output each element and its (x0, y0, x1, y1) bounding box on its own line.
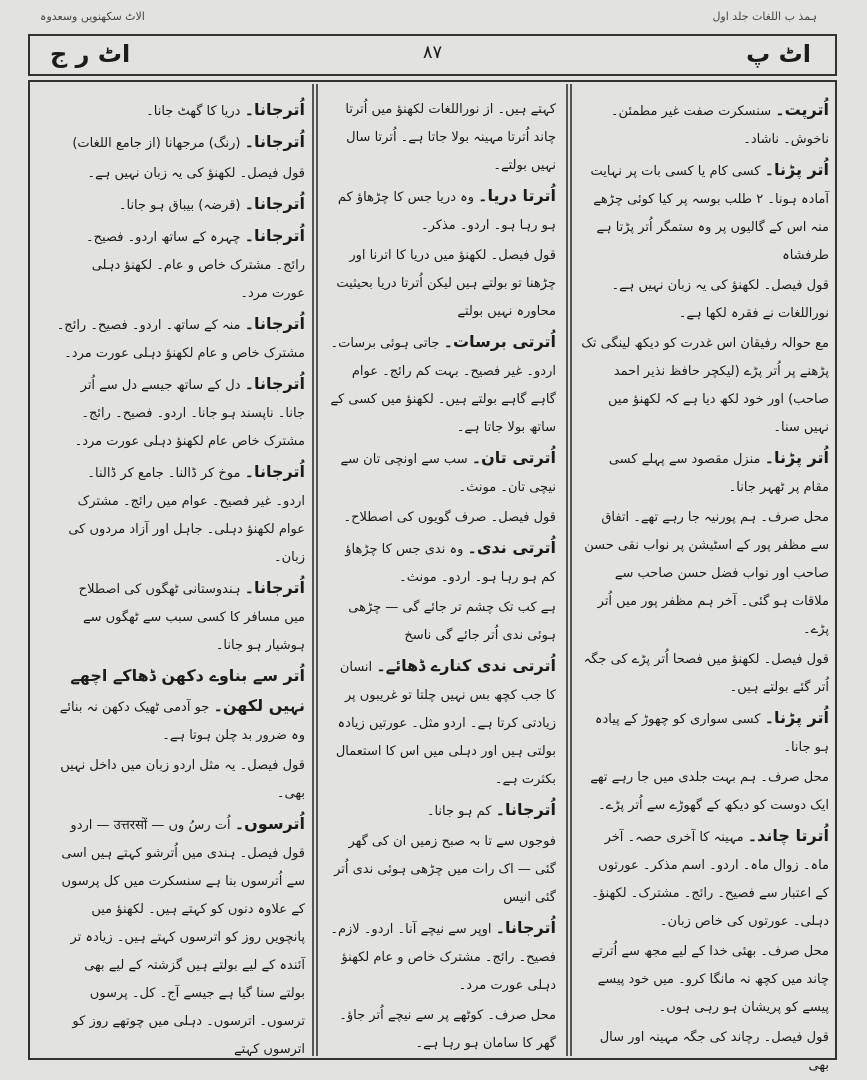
entry-text: محل صرف۔ ہم بہت جلدی میں جا رہے تھے ایک دوست کو دیکھ کے گھوڑے سے اُتر پڑے۔ (590, 770, 829, 813)
entry-text: سنسکرت صفت غیر مطمئن۔ ناخوش۔ ناشاد۔ (610, 104, 829, 147)
entry-headword: اُتر سے بناوے دکھن ڈھاکے اچھے نہیں لکھن۔ (70, 666, 305, 715)
entry-text: ہندوستانی ٹھگوں کی اصطلاح میں مسافر کا کسی سبب سے ٹھگوں سے ہوشیار ہو جانا۔ (78, 582, 305, 653)
dictionary-entry (56, 574, 305, 660)
dictionary-entry (328, 504, 556, 532)
entry-headword: اُترتا دریا۔ (478, 186, 556, 205)
entry-text: ہے کب تک چشم تر جائے گی — چڑھی ہوئی ندی اُتر جائے گی ناسخ (348, 600, 556, 643)
dictionary-entry (581, 1024, 829, 1080)
text-frame (28, 80, 837, 1073)
entry-headword: اُتر پڑنا۔ (764, 160, 829, 179)
dictionary-entry (56, 458, 305, 572)
page-number: ٨٧ (422, 42, 443, 63)
entry-headword: اُترجانا۔ (244, 226, 305, 245)
dictionary-entry (328, 242, 556, 326)
entry-headword: اُترجانا۔ (244, 132, 305, 151)
dictionary-entry (328, 652, 556, 794)
dictionary-entry (581, 504, 829, 644)
dictionary-entry (581, 156, 829, 270)
entry-text: سب سے اونچی تان سے نیچی تان۔ مونث۔ (340, 452, 556, 495)
dictionary-entry (581, 96, 829, 154)
dictionary-entry (56, 370, 305, 456)
entry-text: کسی کام یا کسی بات پر نہایت آمادہ ہونا۔ ۲ طلب بوسہ پر کیا کوئی چڑھے منہ اس کے گالیوں پر وہ ستمگر اُتر پڑتا ہے طرفشاہ (590, 164, 829, 263)
entry-text: چہرہ کے ساتھ اردو۔ فصیح۔ رائج۔ مشترک خاص و عام۔ لکھنؤ دہلی عورت مرد۔ (86, 230, 305, 301)
entry-text: اوپر سے نیچے آنا۔ اردو۔ لازم۔ فصیح۔ رائج۔ مشترک خاص و عام لکھنؤ دہلی عورت مرد۔ (330, 922, 556, 993)
entry-text: قول فیصل۔ رچاند کی جگہ مہینہ اور سال بھی (599, 1030, 829, 1073)
entry-text: مع حوالہ رفیقان اس غدرت کو دیکھ لینگی تک پڑھنے پر اُتر پڑے (لیکچر حافظ نذیر احمد صاحب) اور خود لکھ دیا ہے کہ لکھنؤ میں نہیں سنا۔ (581, 336, 829, 435)
dictionary-entry (581, 330, 829, 442)
entry-text: قول فیصل۔ لکھنؤ کی یہ زبان نہیں ہے۔ نوراللغات نے فقرہ لکھا ہے۔ (611, 278, 829, 321)
entry-headword: اُترجانا۔ (244, 314, 305, 333)
dictionary-entry (56, 160, 305, 188)
column-right (573, 86, 837, 1073)
dictionary-entry (56, 190, 305, 220)
entry-text: (رنگ) مرجھانا (از جامع اللغات) (72, 136, 241, 151)
entry-headword: اُترتی ندی کنارے ڈھائے۔ (376, 656, 556, 675)
entry-text: قول فیصل۔ صرف گویوں کی اصطلاح۔ (343, 510, 556, 525)
entry-text: قول فیصل۔ لکھنؤ میں فصحا اُتر پڑے کی جگہ اُتر گئے بولتے ہیں۔ (583, 652, 829, 695)
entry-text: منہ کے ساتھ۔ اردو۔ فصیح۔ رائج۔ مشترک خاص و عام لکھنؤ دہلی عورت مرد۔ (56, 318, 305, 361)
entry-text: قول فیصل۔ یہ مثل اردو زبان میں داخل نہیں بھی۔ (60, 758, 305, 801)
entry-headword: اُترتی برسات۔ (443, 332, 556, 351)
column-middle (320, 86, 564, 1054)
running-head-left: الاٹ سکھنویں وسعدوہ (40, 10, 145, 23)
dictionary-entry (581, 764, 829, 820)
dictionary-entry (328, 796, 556, 826)
dictionary-entry (328, 594, 556, 650)
entry-headword: اُترجانا۔ (244, 194, 305, 213)
dictionary-entry (581, 444, 829, 502)
entry-text: کہتے ہیں۔ از نوراللغات لکھنؤ میں اُترتا چاند اُترتا مہینہ بولا جاتا ہے۔ اُترتا سال نہیں بولتے۔ (345, 102, 556, 173)
header-right-keyword: اٹ پ (746, 40, 811, 68)
dictionary-entry (328, 1002, 556, 1058)
entry-text: انسان کا جب کچھ بس نہیں چلتا تو غریبوں پر زیادتی کرتا ہے۔ اردو مثل۔ عورتیں زیادہ بولتی ہیں اور دہلی میں اس کا استعمال بکثرت ہے۔ (335, 660, 556, 787)
entry-text: کسی سواری کو چھوڑ کے پیادہ ہو جانا۔ (594, 712, 829, 755)
running-head-right: ہمذ ب اللغات جلد اول (712, 10, 817, 23)
dictionary-entry (328, 828, 556, 912)
entry-text: محل صرف۔ بھئی خدا کے لیے مجھ سے اُترتے چاند میں کچھ نہ مانگا کرو۔ میں خود پیسے پیسے کو پریشان ہو رہی ہوں۔ (591, 944, 829, 1015)
header-left-keyword: اٹ ر ج (50, 40, 131, 68)
entry-headword: اُترتی ندی۔ (467, 538, 556, 557)
entry-headword: اُترجانا۔ (495, 918, 556, 937)
entry-text: (قرضہ) بیباق ہو جانا۔ (118, 198, 241, 213)
dictionary-entry (56, 222, 305, 308)
dictionary-entry (328, 444, 556, 502)
entry-text: محل صرف۔ کوٹھے پر سے نیچے اُتر جاؤ۔ گھر کا سامان ہو رہا ہے۔ (339, 1008, 556, 1051)
dictionary-entry (56, 810, 305, 1064)
entry-headword: اُترجانا۔ (244, 462, 305, 481)
entry-text: قول فیصل۔ لکھنؤ میں دریا کا اترنا اور چڑھنا تو بولتے ہیں لیکن اُترتا دریا بحیثیت محاورہ نہیں بولتے (336, 248, 556, 319)
entry-text: وہ دریا جس کا چڑھاؤ کم ہو رہا ہو۔ اردو۔ مذکر۔ (337, 190, 556, 233)
dictionary-entry (581, 822, 829, 936)
entry-headword: اُترسوں۔ (234, 814, 305, 833)
entry-text: وہ ندی جس کا چڑھاؤ کم ہو رہا ہو۔ اردو۔ مونث۔ (345, 542, 556, 585)
dictionary-entry (581, 646, 829, 702)
entry-text: محل صرف۔ ہم پورنیہ جا رہے تھے۔ اتفاق سے مظفر پور کے اسٹیشن پر نواب نقی حسن صاحب اور نواب فضل حسن صاحب سے ملاقات ہو گئی۔ آخر ہم مظفر پور میں اُتر پڑے۔ (584, 510, 829, 637)
dictionary-entry (56, 752, 305, 808)
column-divider (570, 84, 572, 1056)
entry-headword: اُتر پڑنا۔ (764, 708, 829, 727)
entry-headword: اُترپت۔ (775, 100, 829, 119)
entry-text: دل کے ساتھ جیسے دل سے اُتر جانا۔ ناپسند ہو جانا۔ اردو۔ فصیح۔ رائج۔ مشترک خاص عام لکھنؤ دہلی عورت مرد۔ (74, 378, 305, 449)
entry-text: دریا کا گھٹ جانا۔ (146, 104, 241, 119)
dictionary-entry (581, 938, 829, 1022)
entry-headword: اُترتی تان۔ (471, 448, 556, 467)
entry-headword: اُترجانا۔ (244, 578, 305, 597)
entry-text: فوجوں سے تا بہ صبح زمیں ان کی گھر گئی — اک رات میں چڑھی ہوئی ندی اُتر گئی انیس (334, 834, 556, 905)
dictionary-entry (581, 272, 829, 328)
entry-text: جو آدمی ٹھیک دکھن نہ بنائے وہ ضرور بد چلن ہوتا ہے۔ (59, 700, 305, 743)
entry-headword: اُتر پڑنا۔ (764, 448, 829, 467)
page-header-box (28, 34, 837, 76)
entry-text: منزل مقصود سے پہلے کسی مقام پر ٹھہر جانا۔ (608, 452, 829, 495)
entry-text: موخ کر ڈالنا۔ جامع کر ڈالنا۔ اردو۔ غیر فصیح۔ عوام میں رائج۔ مشترک عوام لکھنؤ دہلی۔ جاہل اور آزاد مردوں کی زبان۔ (68, 466, 305, 565)
dictionary-entry (56, 96, 305, 126)
entry-text: جاتی ہوئی برسات۔ اردو۔ غیر فصیح۔ بہت کم رائج۔ عوام گاہے گاہے بولتے ہیں۔ لکھنؤ میں کسی کے ساتھ بولا جاتا ہے۔ (330, 336, 556, 435)
entry-text: کم ہو جانا۔ (426, 804, 492, 819)
dictionary-entry (581, 704, 829, 762)
column-divider (566, 84, 568, 1056)
dictionary-entry (56, 662, 305, 750)
entry-text: اُت رسُ وں — उत्तरसों — اردو قول فیصل۔ ہندی میں اُترشو کہتے ہیں اسی سے اُترسوں بنا ہے سنسکرت میں کل پرسوں کے علاوہ دنوں کو کہتے ہیں۔ لکھنؤ میں پانچویں روز کو اترسوں کہتے ہیں۔ زیادہ تر آئندہ کے لیے بولتے ہیں گزشتہ کے لیے بھی بولتے سنا گیا ہے جیسے آج۔ کل۔ پرسوں ترسوں۔ اترسوں۔ دہلی میں چوتھے روز کو اترسوں کہتے (61, 818, 305, 1057)
entry-headword: اُترجانا۔ (495, 800, 556, 819)
entry-text: مہینہ کا آخری حصہ۔ آخر ماہ۔ زوال ماہ۔ اردو۔ اسم مذکر۔ عورتوں کے اعتبار سے فصیح۔ رائج۔ مشترک۔ لکھنؤ۔ دہلی۔ عورتوں کی خاص زبان۔ (591, 830, 829, 929)
dictionary-entry (328, 914, 556, 1000)
column-left (48, 86, 313, 1057)
dictionary-entry (328, 96, 556, 180)
running-head (20, 6, 847, 28)
entry-headword: اُترتا چاند۔ (747, 826, 829, 845)
dictionary-entry (328, 534, 556, 592)
dictionary-entry (56, 128, 305, 158)
dictionary-entry (328, 328, 556, 442)
dictionary-entry (56, 310, 305, 368)
dictionary-entry (328, 182, 556, 240)
entry-headword: اُترجانا۔ (244, 374, 305, 393)
entry-headword: اُترجانا۔ (244, 100, 305, 119)
entry-text: قول فیصل۔ لکھنؤ کی یہ زبان نہیں ہے۔ (87, 166, 305, 181)
column-divider (316, 84, 318, 1056)
